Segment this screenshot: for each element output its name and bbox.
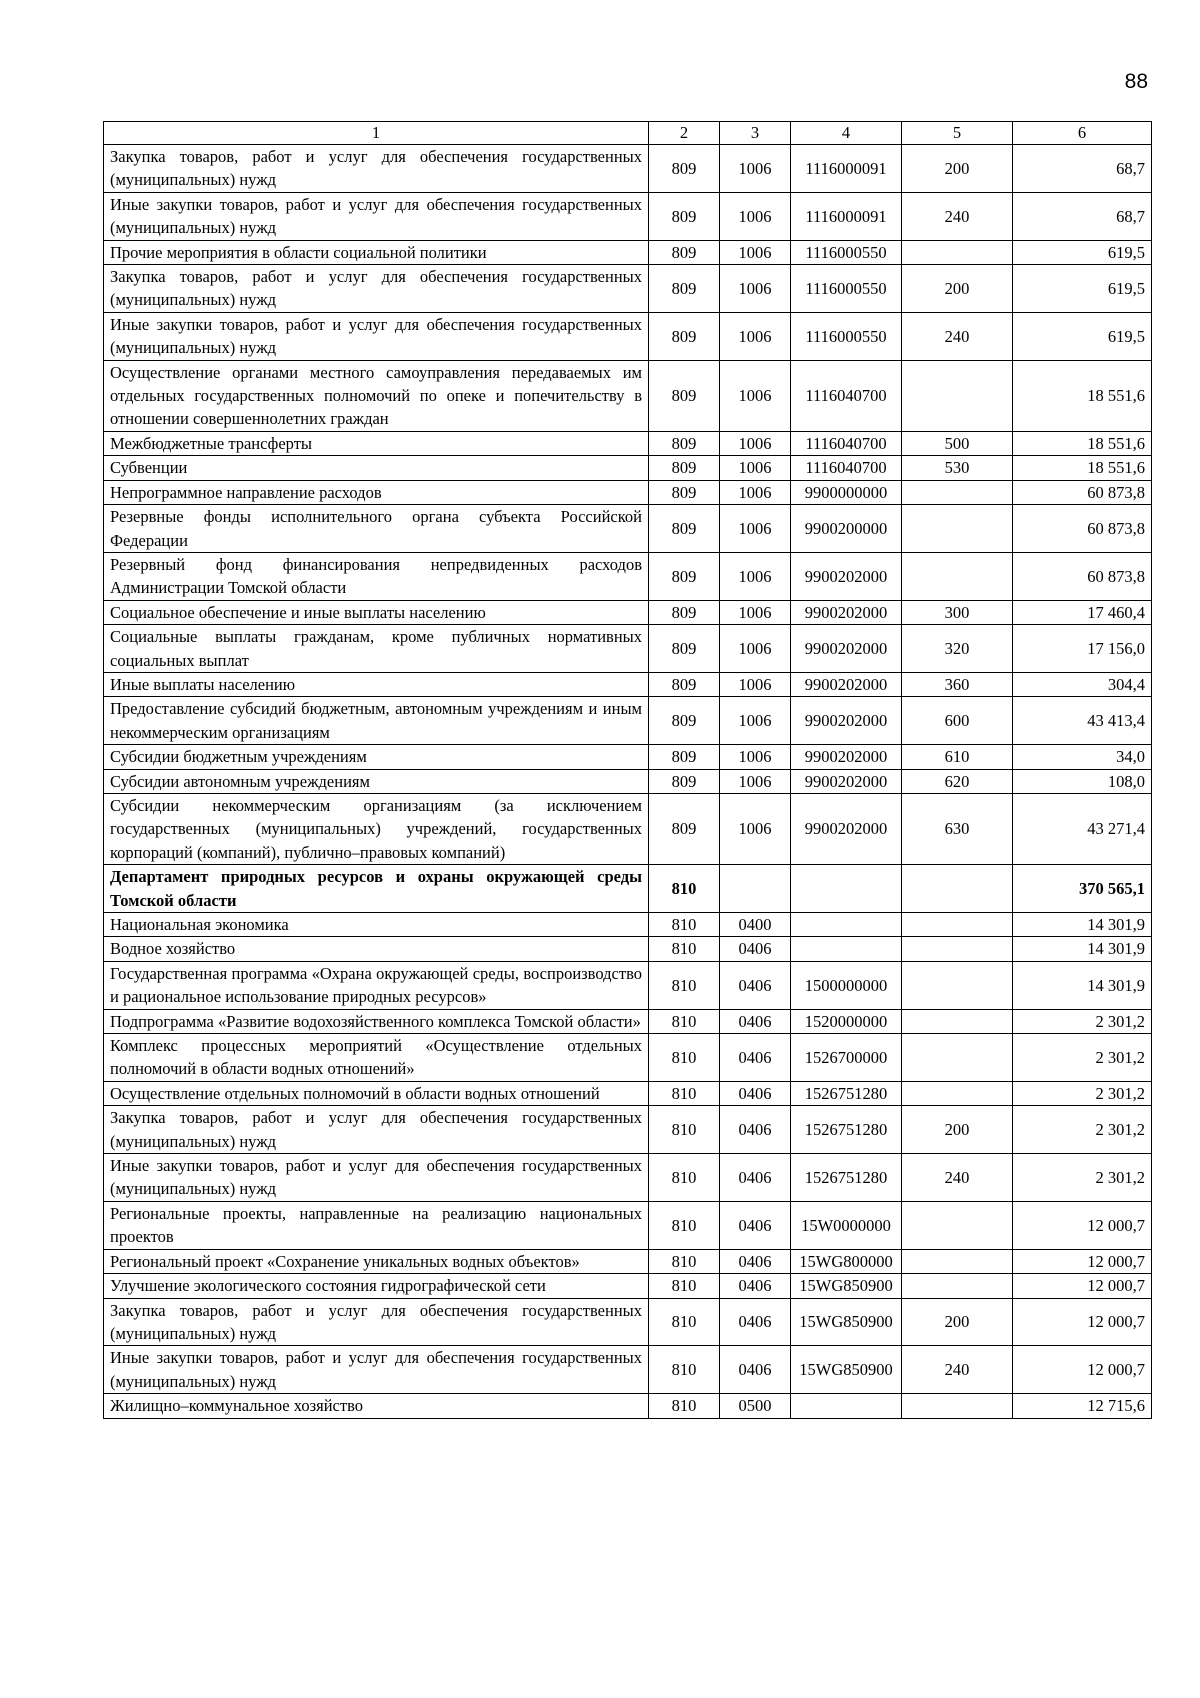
row-rz-cell: 0500 [720,1394,791,1418]
row-name-cell: Субсидии бюджетным учреждениям [104,745,649,769]
row-ved-cell: 809 [649,312,720,360]
row-sum-cell: 18 551,6 [1013,360,1152,431]
row-csr-cell: 1116000550 [791,312,902,360]
row-name-cell: Иные закупки товаров, работ и услуг для обеспечения государственных (муниципальных) нужд [104,1346,649,1394]
row-vr-cell: 300 [902,600,1013,624]
row-rz-cell: 0406 [720,1034,791,1082]
row-sum-cell: 619,5 [1013,240,1152,264]
row-vr-cell: 240 [902,1346,1013,1394]
table-row [104,1009,1152,1033]
row-vr-cell [902,1274,1013,1298]
header-cell: 2 [649,122,720,145]
row-ved-cell: 810 [649,1201,720,1249]
table-row [104,1394,1152,1418]
row-vr-cell: 630 [902,793,1013,864]
header-cell: 6 [1013,122,1152,145]
table-row [104,1274,1152,1298]
row-name-cell: Иные закупки товаров, работ и услуг для обеспечения государственных (муниципальных) нужд [104,312,649,360]
header-cell: 5 [902,122,1013,145]
row-sum-cell: 12 000,7 [1013,1274,1152,1298]
table-row [104,505,1152,553]
table-row [104,312,1152,360]
table-row [104,1201,1152,1249]
row-csr-cell: 1116000550 [791,265,902,313]
row-vr-cell [902,360,1013,431]
row-rz-cell: 0406 [720,1274,791,1298]
row-csr-cell: 1116040700 [791,456,902,480]
row-csr-cell: 9900202000 [791,625,902,673]
row-vr-cell: 200 [902,265,1013,313]
row-name-cell: Резервные фонды исполнительного органа субъекта Российской Федерации [104,505,649,553]
row-sum-cell: 14 301,9 [1013,961,1152,1009]
row-ved-cell: 809 [649,265,720,313]
row-csr-cell: 1116000091 [791,192,902,240]
row-ved-cell: 809 [649,240,720,264]
row-csr-cell: 1520000000 [791,1009,902,1033]
row-sum-cell: 2 301,2 [1013,1034,1152,1082]
row-csr-cell: 1116040700 [791,360,902,431]
budget-table [103,121,1152,1419]
row-csr-cell: 9900202000 [791,793,902,864]
row-csr-cell: 9900202000 [791,769,902,793]
row-name-cell: Жилищно–коммунальное хозяйство [104,1394,649,1418]
row-rz-cell: 1006 [720,672,791,696]
row-vr-cell: 320 [902,625,1013,673]
row-vr-cell: 240 [902,1154,1013,1202]
table-row [104,937,1152,961]
row-name-cell: Социальные выплаты гражданам, кроме публичных нормативных социальных выплат [104,625,649,673]
row-ved-cell: 809 [649,769,720,793]
row-ved-cell: 810 [649,1298,720,1346]
row-ved-cell: 810 [649,1009,720,1033]
row-vr-cell [902,1201,1013,1249]
row-rz-cell: 1006 [720,312,791,360]
row-rz-cell: 1006 [720,745,791,769]
row-sum-cell: 619,5 [1013,312,1152,360]
row-name-cell: Иные закупки товаров, работ и услуг для обеспечения государственных (муниципальных) нужд [104,1154,649,1202]
row-ved-cell: 809 [649,145,720,193]
table-row [104,793,1152,864]
row-sum-cell: 370 565,1 [1013,865,1152,913]
row-csr-cell [791,913,902,937]
row-sum-cell: 34,0 [1013,745,1152,769]
row-ved-cell: 809 [649,360,720,431]
row-csr-cell: 1526751280 [791,1154,902,1202]
table-row [104,192,1152,240]
table-row [104,1249,1152,1273]
row-rz-cell: 0406 [720,1106,791,1154]
row-csr-cell: 9900200000 [791,505,902,553]
row-name-cell: Субвенции [104,456,649,480]
row-name-cell: Региональный проект «Сохранение уникальных водных объектов» [104,1249,649,1273]
row-rz-cell: 1006 [720,240,791,264]
row-name-cell: Осуществление отдельных полномочий в области водных отношений [104,1081,649,1105]
row-name-cell: Комплекс процессных мероприятий «Осуществление отдельных полномочий в области водных отношений» [104,1034,649,1082]
table-row [104,961,1152,1009]
row-rz-cell: 0406 [720,1346,791,1394]
row-csr-cell: 1526751280 [791,1081,902,1105]
row-sum-cell: 2 301,2 [1013,1106,1152,1154]
row-ved-cell: 809 [649,192,720,240]
row-name-cell: Социальное обеспечение и иные выплаты населению [104,600,649,624]
table-row [104,431,1152,455]
row-vr-cell [902,1081,1013,1105]
row-csr-cell: 9900202000 [791,745,902,769]
row-csr-cell: 15W0000000 [791,1201,902,1249]
row-name-cell: Закупка товаров, работ и услуг для обеспечения государственных (муниципальных) нужд [104,1106,649,1154]
row-vr-cell [902,1009,1013,1033]
row-rz-cell: 1006 [720,431,791,455]
table-row [104,360,1152,431]
row-rz-cell: 1006 [720,697,791,745]
row-rz-cell: 0406 [720,1201,791,1249]
row-vr-cell [902,913,1013,937]
row-rz-cell: 1006 [720,625,791,673]
row-rz-cell: 0406 [720,961,791,1009]
row-name-cell: Субсидии автономным учреждениям [104,769,649,793]
row-sum-cell: 60 873,8 [1013,552,1152,600]
row-ved-cell: 810 [649,1249,720,1273]
row-csr-cell: 15WG850900 [791,1298,902,1346]
row-ved-cell: 809 [649,672,720,696]
row-ved-cell: 809 [649,793,720,864]
row-rz-cell: 1006 [720,480,791,504]
row-ved-cell: 809 [649,600,720,624]
row-sum-cell: 2 301,2 [1013,1009,1152,1033]
row-csr-cell: 1526751280 [791,1106,902,1154]
table-row [104,625,1152,673]
row-rz-cell [720,865,791,913]
row-ved-cell: 810 [649,1106,720,1154]
row-vr-cell: 610 [902,745,1013,769]
row-sum-cell: 60 873,8 [1013,480,1152,504]
row-name-cell: Иные закупки товаров, работ и услуг для обеспечения государственных (муниципальных) нужд [104,192,649,240]
row-rz-cell: 1006 [720,505,791,553]
row-vr-cell [902,552,1013,600]
page-number: 88 [1124,70,1148,93]
row-ved-cell: 810 [649,937,720,961]
table-row [104,600,1152,624]
table-row [104,265,1152,313]
row-vr-cell: 360 [902,672,1013,696]
row-name-cell: Водное хозяйство [104,937,649,961]
row-name-cell: Резервный фонд финансирования непредвиденных расходов Администрации Томской области [104,552,649,600]
row-name-cell: Иные выплаты населению [104,672,649,696]
row-rz-cell: 1006 [720,793,791,864]
row-vr-cell: 600 [902,697,1013,745]
row-ved-cell: 810 [649,913,720,937]
row-vr-cell [902,1034,1013,1082]
row-name-cell: Прочие мероприятия в области социальной политики [104,240,649,264]
row-ved-cell: 809 [649,456,720,480]
row-sum-cell: 12 000,7 [1013,1298,1152,1346]
row-csr-cell: 9900202000 [791,672,902,696]
row-name-cell: Межбюджетные трансферты [104,431,649,455]
row-vr-cell [902,961,1013,1009]
row-csr-cell: 1116040700 [791,431,902,455]
row-name-cell: Государственная программа «Охрана окружающей среды, воспроизводство и рациональное использование природных ресурсов» [104,961,649,1009]
table-row [104,480,1152,504]
row-sum-cell: 18 551,6 [1013,456,1152,480]
row-vr-cell [902,1394,1013,1418]
row-ved-cell: 810 [649,1346,720,1394]
row-vr-cell [902,865,1013,913]
table-row [104,1346,1152,1394]
row-csr-cell: 15WG800000 [791,1249,902,1273]
row-name-cell: Закупка товаров, работ и услуг для обеспечения государственных (муниципальных) нужд [104,265,649,313]
row-sum-cell: 43 271,4 [1013,793,1152,864]
row-sum-cell: 68,7 [1013,192,1152,240]
row-ved-cell: 810 [649,1274,720,1298]
row-sum-cell: 2 301,2 [1013,1081,1152,1105]
row-sum-cell: 17 460,4 [1013,600,1152,624]
table-row [104,769,1152,793]
row-sum-cell: 68,7 [1013,145,1152,193]
row-name-cell: Закупка товаров, работ и услуг для обеспечения государственных (муниципальных) нужд [104,1298,649,1346]
row-name-cell: Улучшение экологического состояния гидрографической сети [104,1274,649,1298]
row-sum-cell: 12 715,6 [1013,1394,1152,1418]
row-vr-cell: 240 [902,192,1013,240]
row-vr-cell [902,480,1013,504]
table-row [104,1154,1152,1202]
row-vr-cell: 620 [902,769,1013,793]
row-rz-cell: 1006 [720,192,791,240]
row-ved-cell: 810 [649,961,720,1009]
table-row [104,672,1152,696]
row-csr-cell: 9900202000 [791,697,902,745]
row-rz-cell: 0406 [720,1009,791,1033]
row-rz-cell: 0406 [720,1081,791,1105]
row-csr-cell [791,865,902,913]
table-row [104,1106,1152,1154]
row-sum-cell: 2 301,2 [1013,1154,1152,1202]
row-ved-cell: 809 [649,625,720,673]
row-sum-cell: 17 156,0 [1013,625,1152,673]
table-header-row [104,122,1152,145]
row-ved-cell: 809 [649,431,720,455]
table-row [104,1081,1152,1105]
row-ved-cell: 809 [649,552,720,600]
table-body [104,145,1152,1419]
row-vr-cell [902,505,1013,553]
table-row [104,1034,1152,1082]
row-rz-cell: 0400 [720,913,791,937]
row-csr-cell: 9900000000 [791,480,902,504]
row-sum-cell: 14 301,9 [1013,913,1152,937]
row-name-cell: Подпрограмма «Развитие водохозяйственного комплекса Томской области» [104,1009,649,1033]
row-csr-cell: 1116000550 [791,240,902,264]
row-ved-cell: 810 [649,865,720,913]
row-csr-cell: 15WG850900 [791,1274,902,1298]
table-row [104,145,1152,193]
row-sum-cell: 43 413,4 [1013,697,1152,745]
row-name-cell: Предоставление субсидий бюджетным, автономным учреждениям и иным некоммерческим организациям [104,697,649,745]
row-csr-cell: 9900202000 [791,600,902,624]
row-ved-cell: 810 [649,1154,720,1202]
row-ved-cell: 810 [649,1034,720,1082]
row-vr-cell: 530 [902,456,1013,480]
row-ved-cell: 810 [649,1394,720,1418]
row-rz-cell: 0406 [720,937,791,961]
header-cell: 4 [791,122,902,145]
table-row [104,1298,1152,1346]
row-vr-cell: 200 [902,1106,1013,1154]
row-name-cell: Региональные проекты, направленные на реализацию национальных проектов [104,1201,649,1249]
row-rz-cell: 1006 [720,600,791,624]
table-row [104,697,1152,745]
table-row [104,456,1152,480]
header-cell: 1 [104,122,649,145]
row-name-cell: Департамент природных ресурсов и охраны окружающей среды Томской области [104,865,649,913]
row-csr-cell: 1116000091 [791,145,902,193]
row-rz-cell: 1006 [720,265,791,313]
row-csr-cell: 9900202000 [791,552,902,600]
row-ved-cell: 809 [649,480,720,504]
row-rz-cell: 1006 [720,769,791,793]
row-name-cell: Осуществление органами местного самоуправления передаваемых им отдельных государственных полномочий по опеке и попечительству в отношении совершеннолетних граждан [104,360,649,431]
row-ved-cell: 810 [649,1081,720,1105]
row-csr-cell: 1526700000 [791,1034,902,1082]
row-sum-cell: 304,4 [1013,672,1152,696]
row-sum-cell: 619,5 [1013,265,1152,313]
row-vr-cell: 200 [902,1298,1013,1346]
row-rz-cell: 1006 [720,552,791,600]
row-sum-cell: 18 551,6 [1013,431,1152,455]
row-ved-cell: 809 [649,505,720,553]
table-row [104,913,1152,937]
row-sum-cell: 12 000,7 [1013,1249,1152,1273]
row-csr-cell: 1500000000 [791,961,902,1009]
row-sum-cell: 14 301,9 [1013,937,1152,961]
row-name-cell: Субсидии некоммерческим организациям (за исключением государственных (муниципальных) учреждений, государственных корпораций (компаний), публично–правовых компаний) [104,793,649,864]
row-vr-cell: 500 [902,431,1013,455]
row-rz-cell: 1006 [720,145,791,193]
row-csr-cell: 15WG850900 [791,1346,902,1394]
row-sum-cell: 12 000,7 [1013,1201,1152,1249]
row-csr-cell [791,937,902,961]
row-csr-cell [791,1394,902,1418]
row-rz-cell: 0406 [720,1298,791,1346]
row-rz-cell: 0406 [720,1249,791,1273]
row-vr-cell [902,1249,1013,1273]
row-vr-cell [902,937,1013,961]
row-ved-cell: 809 [649,697,720,745]
table-row [104,865,1152,913]
header-cell: 3 [720,122,791,145]
row-vr-cell: 240 [902,312,1013,360]
row-rz-cell: 0406 [720,1154,791,1202]
row-ved-cell: 809 [649,745,720,769]
row-name-cell: Закупка товаров, работ и услуг для обеспечения государственных (муниципальных) нужд [104,145,649,193]
row-rz-cell: 1006 [720,456,791,480]
row-sum-cell: 12 000,7 [1013,1346,1152,1394]
table-row [104,240,1152,264]
row-sum-cell: 108,0 [1013,769,1152,793]
table-row [104,745,1152,769]
row-name-cell: Непрограммное направление расходов [104,480,649,504]
row-name-cell: Национальная экономика [104,913,649,937]
table-row [104,552,1152,600]
row-vr-cell [902,240,1013,264]
row-vr-cell: 200 [902,145,1013,193]
row-rz-cell: 1006 [720,360,791,431]
row-sum-cell: 60 873,8 [1013,505,1152,553]
